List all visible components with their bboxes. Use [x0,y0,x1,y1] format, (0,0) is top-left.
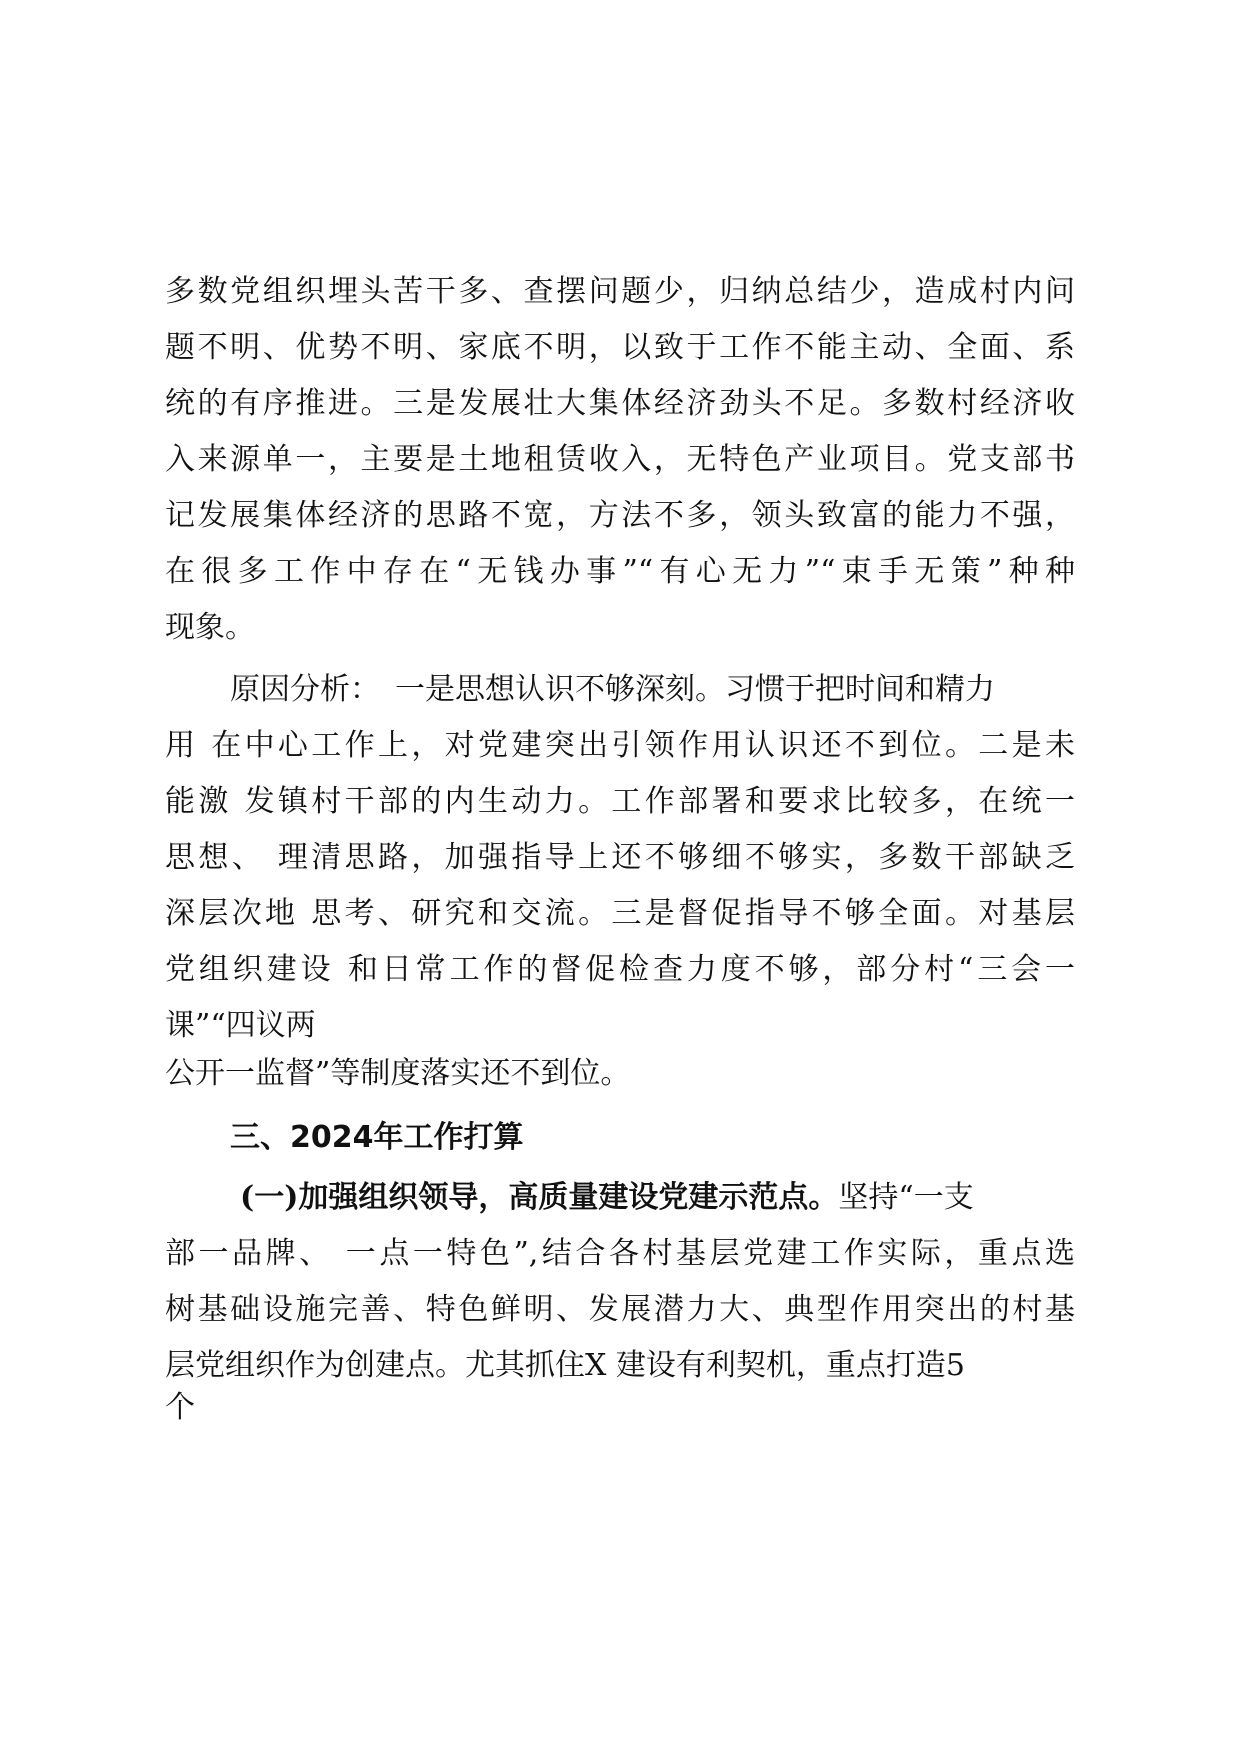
paragraph-line: 层党组织作为创建点。尤其抓住X 建设有利契机，重点打造5 [165,1348,965,1383]
paragraph-line: 原因分析： 一是思想认识不够深刻。习惯于把时间和精力 [230,672,995,707]
paragraph-line: 题不明、优势不明、家底不明，以致于工作不能主动、全面、系 [165,330,1075,365]
paragraph-line: 入来源单一，主要是土地租赁收入，无特色产业项目。党支部书 [165,442,1075,477]
subsection-lead: (一)加强组织领导，高质量建设党建示范点。 [240,1180,839,1215]
paragraph-line: 多数党组织埋头苦干多、查摆问题少，归纳总结少，造成村内问 [165,274,1075,309]
paragraph-line: 树基础设施完善、特色鲜明、发展潜力大、典型作用突出的村基 [165,1292,1075,1327]
paragraph-line: 统的有序推进。三是发展壮大集体经济劲头不足。多数村经济收 [165,386,1075,421]
subsection-lead-rest: 坚持“一支 [838,1180,974,1215]
paragraph-line: 现象。 [165,610,255,645]
paragraph-line: 在很多工作中存在“无钱办事”“有心无力”“束手无策”种种 [165,554,1075,589]
paragraph-line: 思想、 理清思路，加强指导上还不够细不够实，多数干部缺乏 [165,840,1075,875]
paragraph-line: 记发展集体经济的思路不宽，方法不多，领头致富的能力不强， [165,498,1075,533]
paragraph-line: 深层次地 思考、研究和交流。三是督促指导不够全面。对基层 [165,896,1075,931]
paragraph-line: 公开一监督”等制度落实还不到位。 [165,1056,631,1091]
paragraph-line: 用 在中心工作上，对党建突出引领作用认识还不到位。二是未 [165,728,1075,763]
paragraph-line: 党组织建设 和日常工作的督促检查力度不够，部分村“三会一 [165,952,1075,987]
paragraph-line: 课”“四议两 [165,1008,316,1043]
paragraph-line: 个 [165,1390,195,1425]
paragraph-line: 部一品牌、 一点一特色”,结合各村基层党建工作实际，重点选 [165,1236,1075,1271]
section-heading: 三、2024年工作打算 [230,1120,524,1155]
subsection-first-line [240,1178,1075,1218]
paragraph-line: 能激 发镇村干部的内生动力。工作部署和要求比较多，在统一 [165,784,1075,819]
